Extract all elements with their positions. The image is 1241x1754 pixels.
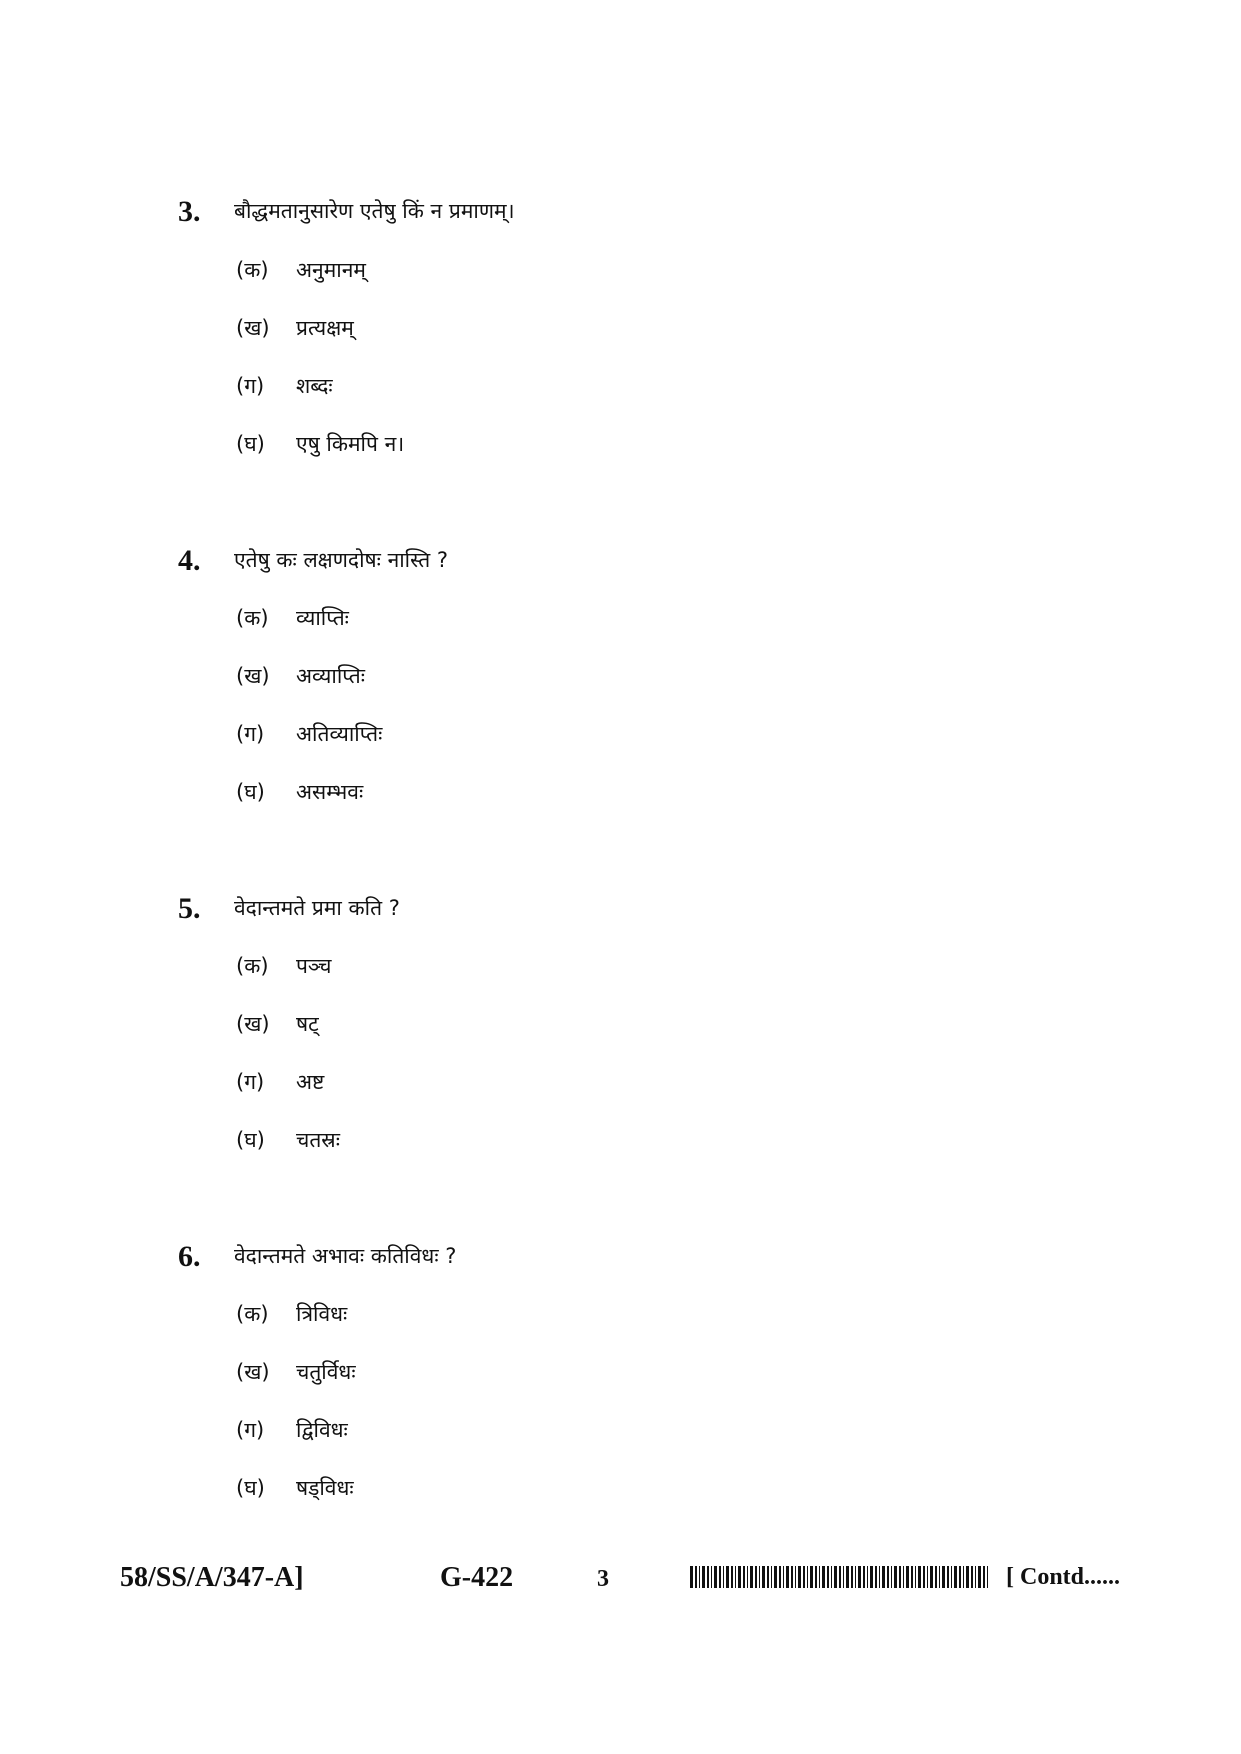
series-code: G-422 (440, 1562, 514, 1593)
option-text: त्रिविधः (296, 1302, 348, 1326)
page-footer (0, 1562, 1241, 1602)
option-label: (ख) (236, 664, 270, 688)
question-number: 4. (178, 544, 201, 577)
option-text: एषु किमपि न। (296, 432, 405, 456)
option-text: असम्भवः (296, 780, 364, 804)
option-text: अनुमानम् (296, 258, 366, 282)
option-label: (क) (236, 606, 269, 630)
question-number: 3. (178, 195, 201, 228)
option-label: (ख) (236, 1012, 270, 1036)
option-text: अव्याप्तिः (296, 664, 365, 688)
option-text: षट् (296, 1012, 319, 1036)
option-text: अतिव्याप्तिः (296, 722, 383, 746)
option-text: पञ्च (296, 954, 332, 978)
option-label: (ग) (236, 374, 265, 398)
option-label: (क) (236, 258, 269, 282)
option-label: (घ) (236, 1476, 265, 1500)
option-label: (ग) (236, 1070, 265, 1094)
continued-label: [ Contd...... (1006, 1564, 1121, 1590)
option-text: प्रत्यक्षम् (296, 316, 354, 340)
question-text: बौद्धमतानुसारेण एतेषु किं न प्रमाणम्। (234, 199, 515, 223)
paper-code: 58/SS/A/347-A] (120, 1562, 304, 1593)
option-label: (ख) (236, 1360, 270, 1384)
option-text: चतस्रः (296, 1128, 340, 1152)
option-label: (घ) (236, 780, 265, 804)
question-text: वेदान्तमते प्रमा कति ? (234, 896, 400, 920)
question-text: वेदान्तमते अभावः कतिविधः ? (234, 1244, 457, 1268)
option-text: द्विविधः (296, 1418, 348, 1442)
option-text: षड्विधः (296, 1476, 354, 1500)
question-text: एतेषु कः लक्षणदोषः नास्ति ? (234, 548, 449, 572)
option-label: (घ) (236, 432, 265, 456)
option-text: व्याप्तिः (296, 606, 349, 630)
option-label: (ख) (236, 316, 270, 340)
question-number: 5. (178, 892, 201, 925)
option-label: (क) (236, 1302, 269, 1326)
page-number: 3 (597, 1566, 609, 1592)
option-text: शब्दः (296, 374, 333, 398)
option-label: (घ) (236, 1128, 265, 1152)
barcode-image (690, 1566, 990, 1588)
option-text: अष्ट (296, 1070, 325, 1094)
option-label: (क) (236, 954, 269, 978)
question-number: 6. (178, 1240, 201, 1273)
option-label: (ग) (236, 1418, 265, 1442)
option-text: चतुर्विधः (296, 1360, 356, 1384)
option-label: (ग) (236, 722, 265, 746)
